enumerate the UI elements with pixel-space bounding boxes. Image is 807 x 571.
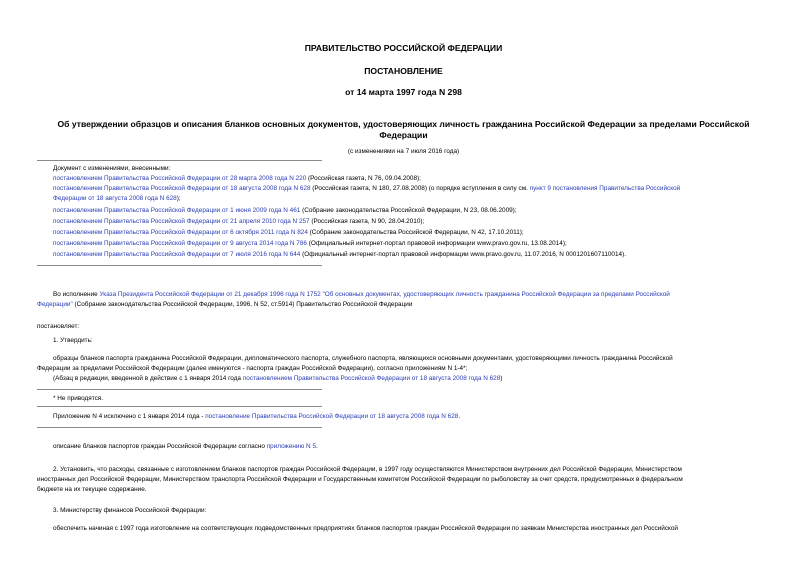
description-tail: . — [316, 443, 318, 450]
amendment-item — [53, 228, 524, 238]
amendment-link[interactable]: постановлением Правительства Российской Федерации от 28 марта 2008 года N 220 — [53, 175, 307, 182]
samples-note-link[interactable]: постановлением Правительства Российской Федерации от 18 августа 2008 года N 628 — [242, 375, 501, 382]
annex-divider-bottom — [37, 427, 322, 428]
document-date-number: от 14 марта 1997 года N 298 — [345, 87, 462, 97]
document-type: ПОСТАНОВЛЕНИЕ — [364, 66, 443, 76]
amendment-link[interactable]: пункт 9 постановления Правительства Российской — [529, 185, 681, 192]
amendment-link[interactable]: постановлением Правительства Российской Федерации от 6 октября 2011 года N 824 — [53, 229, 308, 236]
amendment-source: (Официальный интернет-портал правовой информации www.pravo.gov.ru, 11.07.2016, N 0001201607110014). — [300, 251, 626, 258]
annex-note — [53, 412, 460, 422]
samples-line2: Федерации за пределами Российской Федерации (далее именуются - паспорта граждан Российской Федерации), согласно приложениям N 1-4*; — [37, 365, 468, 372]
preamble-source: (Собрание законодательства Российской Федерации, 1996, N 52, ст.5914) Правительство Российской Федерации — [72, 301, 413, 308]
annex-link[interactable]: постановление Правительства Российской Федерации от 18 августа 2008 года N 628 — [205, 413, 459, 420]
amendment-item-continuation — [53, 194, 181, 204]
government-heading: ПРАВИТЕЛЬСТВО РОССИЙСКОЙ ФЕДЕРАЦИИ — [304, 43, 503, 53]
preamble-text: Во исполнение — [53, 291, 100, 298]
revision-note: (с изменениями на 7 июля 2016 года) — [347, 148, 460, 155]
amendment-source: (Российская газета, N 90, 28.04.2010); — [309, 218, 425, 225]
amendment-link[interactable]: постановлением Правительства Российской Федерации от 18 августа 2008 года N 628 — [53, 185, 311, 192]
samples-note — [53, 374, 502, 384]
item-2-line3: бюджете на их текущее содержание. — [37, 486, 147, 493]
amendment-link[interactable]: постановлением Правительства Российской Федерации от 21 апреля 2010 года N 257 — [53, 218, 310, 225]
description-text: описание бланков паспортов граждан Российской Федерации согласно — [53, 443, 267, 450]
item-3: 3. Министерству финансов Российской Федерации: — [53, 507, 207, 514]
item-2-line1: 2. Установить, что расходы, связанные с изготовлением бланков паспортов граждан Российской Федерации, в 1997 году осуществляются Министерством внутренних дел Российской Федерации, Министерством — [53, 466, 682, 473]
amendment-item — [53, 217, 424, 227]
amendment-source: (Российская газета, N 180, 27.08.2008) (о порядке вступления в силу см. — [310, 185, 530, 192]
amendment-item — [53, 206, 517, 216]
document-title-line1: Об утверждении образцов и описания бланков основных документов, удостоверяющих личность гражданина Российской Федерации за пределами Российской — [57, 119, 750, 129]
amendment-link[interactable]: постановлением Правительства Российской Федерации от 7 июля 2016 года N 644 — [53, 251, 301, 258]
amendment-link[interactable]: Федерации от 18 августа 2008 года N 628 — [53, 195, 177, 202]
preamble-line2 — [37, 300, 412, 310]
description-line — [53, 442, 318, 452]
amendment-link[interactable]: постановлением Правительства Российской Федерации от 1 июня 2009 года N 461 — [53, 207, 301, 214]
annex-tail: . — [458, 413, 461, 420]
decree-link[interactable]: Указа Президента Российской Федерации от 21 декабря 1996 года N 1752 "Об основных документах, удостоверяющих личность гражданина Российской Федерации за пределами Российской — [99, 291, 670, 298]
preamble-line1 — [53, 290, 670, 300]
amendment-source: ); — [176, 195, 181, 202]
divider-bottom — [37, 265, 322, 266]
amendment-source: (Российская газета, N 76, 09.04.2008); — [306, 175, 421, 182]
decree-link-continuation[interactable]: Федерации" — [37, 301, 73, 308]
item-1: 1. Утвердить: — [53, 337, 93, 344]
amendment-source: (Официальный интернет-портал правовой информации www.pravo.gov.ru, 13.08.2014); — [306, 240, 567, 247]
item-3-line1: обеспечить начиная с 1997 года изготовление на соответствующих подведомственных предприятиях бланков паспортов граждан Российской Федерации по заявкам Министерства иностранных дел Российской — [53, 525, 678, 532]
appendix-5-link[interactable]: приложению N 5 — [266, 443, 316, 450]
amendments-intro: Документ с изменениями, внесенными: — [53, 165, 171, 172]
amendment-item — [53, 184, 680, 194]
document-title-line2: Федерации — [379, 130, 428, 140]
amendment-item — [53, 250, 626, 260]
item-2-line2: иностранных дел Российской Федерации, Министерством транспорта Российской Федерации и Государственным комитетом Российской Федерации по рыболовству за счет средств, предусмотренных в федеральном — [37, 476, 683, 483]
amendment-source: (Собрание законодательства Российской Федерации, N 42, 17.10.2011); — [307, 229, 524, 236]
amendment-item — [53, 239, 567, 249]
samples-note-text: (Абзац в редакции, введенной в действие с 1 января 2014 года — [53, 375, 243, 382]
amendment-link[interactable]: постановлением Правительства Российской Федерации от 9 августа 2014 года N 786 — [53, 240, 307, 247]
samples-line1: образцы бланков паспорта гражданина Российской Федерации, дипломатического паспорта, служебного паспорта, являющихся основными документами, удостоверяющими личность гражданина Российской — [53, 355, 673, 362]
amendment-source: (Собрание законодательства Российской Федерации, N 23, 08.06.2009); — [300, 207, 517, 214]
amendment-item — [53, 174, 421, 184]
annex-text: Приложение N 4 исключено с 1 января 2014 года - — [53, 413, 206, 420]
footnote: * Не приводятся. — [53, 395, 104, 402]
divider-top — [37, 160, 322, 161]
samples-note-tail: ) — [500, 375, 503, 382]
annex-divider-top — [37, 406, 322, 407]
decree-word: постановляет: — [37, 323, 80, 330]
footnote-divider-top — [37, 389, 322, 390]
